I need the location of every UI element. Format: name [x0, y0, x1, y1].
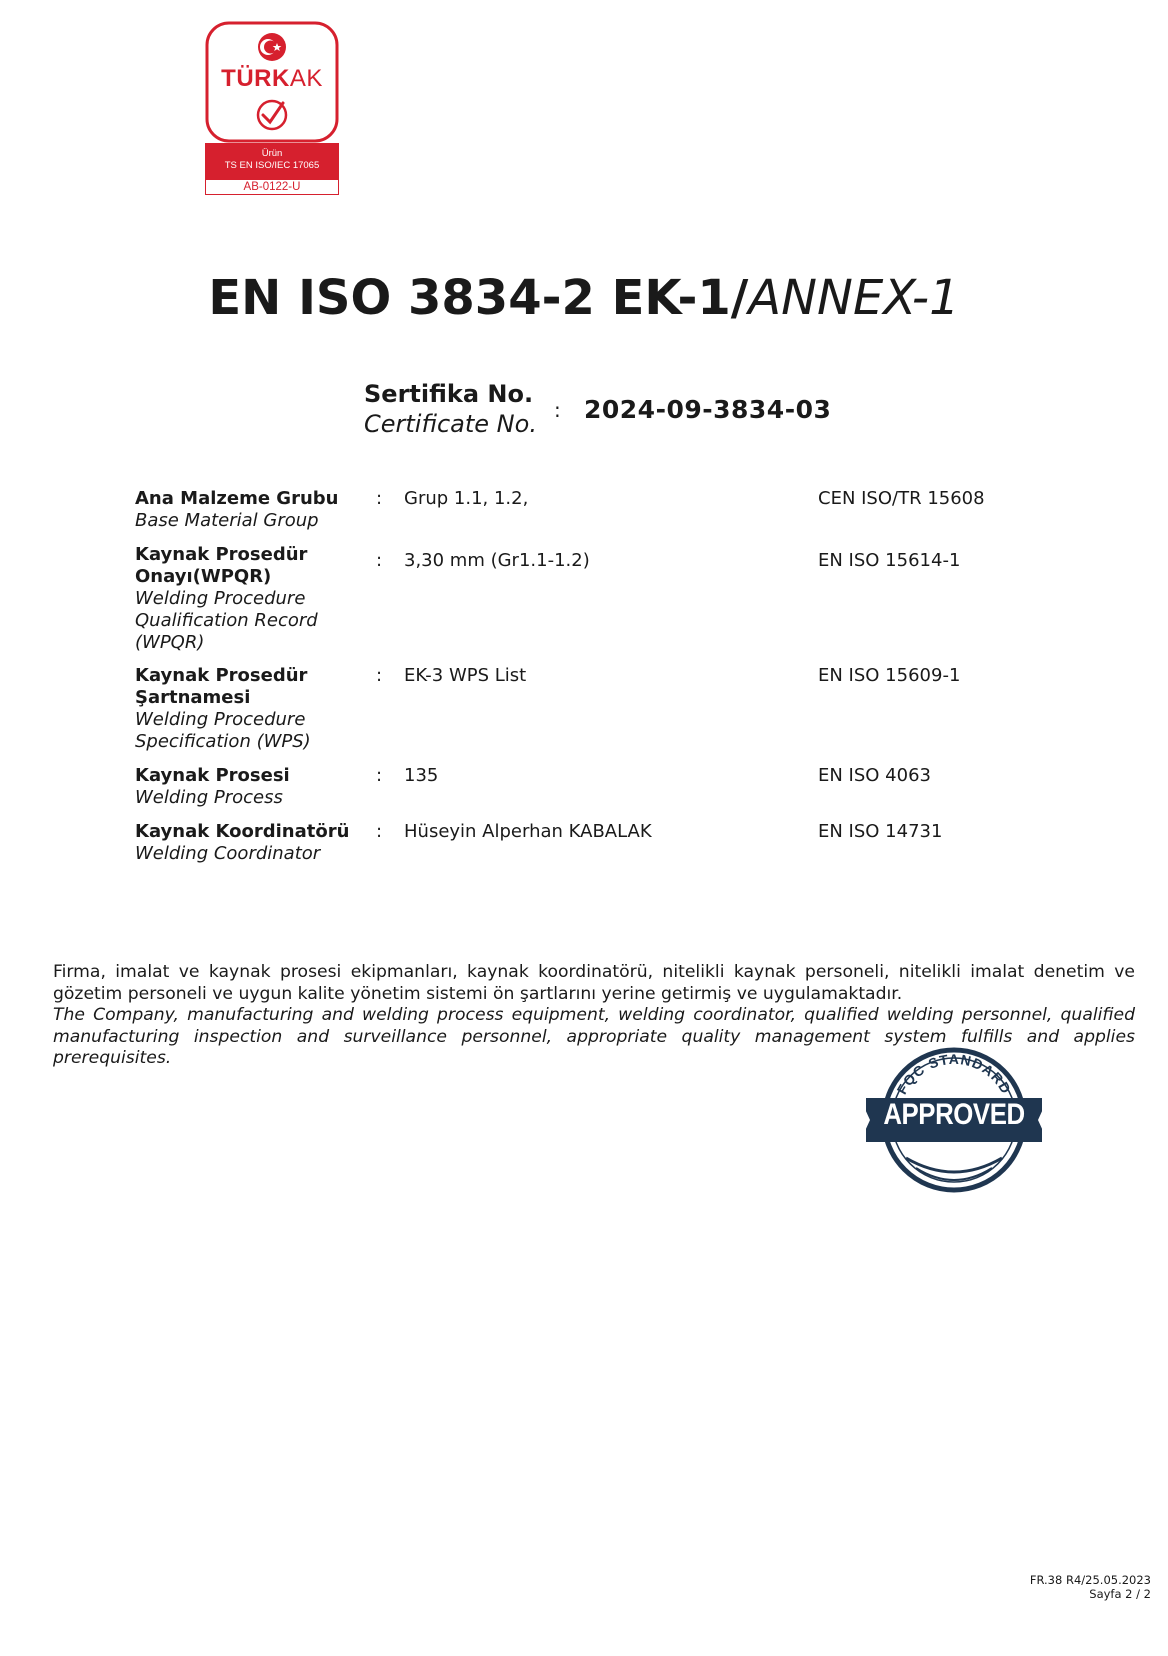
accreditation-code: AB-0122-U — [205, 179, 339, 195]
row-label-en: Base Material Group — [135, 510, 319, 531]
row-label-tr: Kaynak Prosedür — [135, 665, 308, 686]
certificate-colon: : — [554, 398, 561, 422]
page-title: EN ISO 3834-2 EK-1/ANNEX-1 — [208, 270, 960, 326]
row-label-tr: Kaynak Koordinatörü — [135, 821, 350, 842]
row-standard: EN ISO 15614-1 — [818, 550, 961, 571]
row-colon: : — [376, 765, 383, 786]
row-label-tr: Ana Malzeme Grubu — [135, 488, 339, 509]
crescent-star-icon — [258, 33, 286, 61]
row-label-tr: Onayı(WPQR) — [135, 566, 272, 587]
row-colon: : — [376, 665, 383, 686]
row-value: 3,30 mm (Gr1.1-1.2) — [404, 550, 590, 571]
row-label-en: (WPQR) — [135, 632, 205, 653]
row-standard: EN ISO 15609-1 — [818, 665, 961, 686]
row-value: Hüseyin Alperhan KABALAK — [404, 821, 652, 842]
certificate-label-en: Certificate No. — [364, 410, 537, 438]
row-colon: : — [376, 550, 383, 571]
row-standard: EN ISO 14731 — [818, 821, 943, 842]
form-code: FR.38 R4/25.05.2023 — [1029, 1573, 1151, 1587]
row-standard: CEN ISO/TR 15608 — [818, 488, 985, 509]
page-number: Sayfa 2 / 2 — [1089, 1587, 1151, 1601]
row-value: EK-3 WPS List — [404, 665, 527, 686]
certificate-label-tr: Sertifika No. — [364, 380, 534, 408]
row-label-en: Welding Procedure — [135, 709, 306, 730]
row-value: 135 — [404, 765, 439, 786]
approved-stamp — [866, 1046, 1042, 1198]
turkak-wordmark: TÜRKAK — [221, 65, 323, 92]
accreditation-band — [205, 143, 339, 179]
row-colon: : — [376, 488, 383, 509]
certificate-number: 2024-09-3834-03 — [584, 395, 832, 424]
row-label-tr: Kaynak Prosedür — [135, 544, 308, 565]
statement-tr: Firma, imalat ve kaynak prosesi ekipmanları, kaynak koordinatörü, nitelikli kaynak personeli, nitelikli imalat denetim ve gözetim personeli ve uygun kalite yönetim sistemi ön şartlarını yerine getirmiş ve uygulamaktadır. — [53, 962, 1135, 1004]
turkak-logo — [205, 21, 339, 195]
row-label-en: Welding Procedure — [135, 588, 306, 609]
statement-en: The Company, manufacturing and welding process equipment, welding coordinator, qualified welding personnel, qualified manufacturing inspection and surveillance personnel, appropriate quality management system fulfills and applies prerequisites. — [53, 1005, 1135, 1068]
row-label-tr: Kaynak Prosesi — [135, 765, 290, 786]
row-label-en: Welding Process — [135, 787, 283, 808]
stamp-word: APPROVED — [883, 1098, 1025, 1131]
row-colon: : — [376, 821, 383, 842]
row-value: Grup 1.1, 1.2, — [404, 488, 529, 509]
row-label-en: Specification (WPS) — [135, 731, 311, 752]
page-footer — [1030, 1573, 1151, 1601]
stamp-arc-text: FQC STANDARD — [893, 1050, 1015, 1097]
row-label-tr: Şartnamesi — [135, 687, 251, 708]
row-standard: EN ISO 4063 — [818, 765, 931, 786]
accreditation-type: Ürün — [261, 148, 283, 159]
row-label-en: Welding Coordinator — [135, 843, 321, 864]
accreditation-standard: TS EN ISO/IEC 17065 — [224, 160, 320, 171]
row-label-en: Qualification Record — [135, 610, 318, 631]
